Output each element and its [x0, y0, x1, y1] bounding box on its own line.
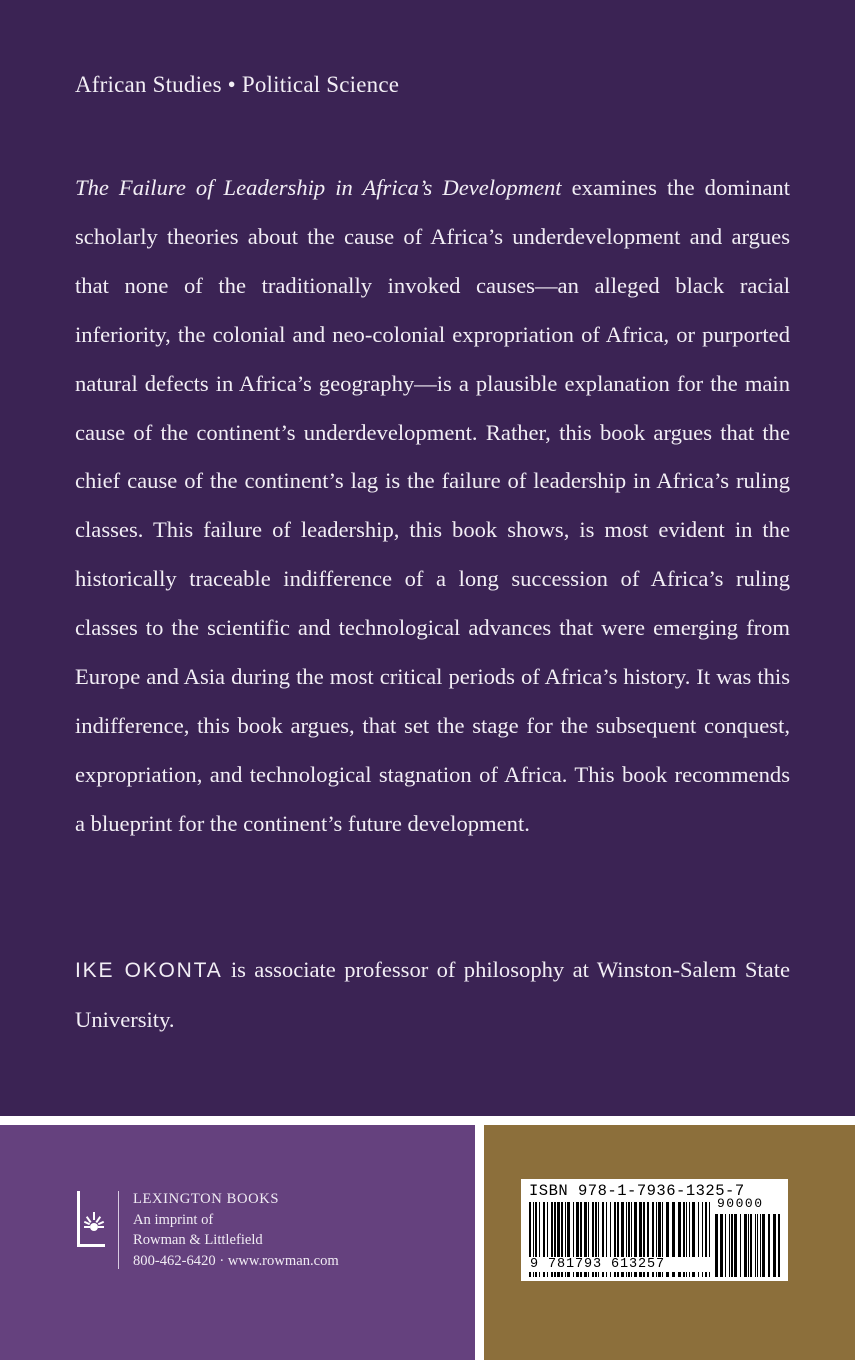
lexington-logo-icon [75, 1191, 107, 1249]
publisher-name: LEXINGTON BOOKS [133, 1191, 280, 1207]
publisher-contact: 800-462-6420 · www.rowman.com [133, 1252, 339, 1269]
isbn-barcode [521, 1179, 788, 1281]
imprint-line: An imprint of [133, 1211, 214, 1228]
book-title: The Failure of Leadership in Africa’s Development [75, 175, 562, 200]
parent-publisher: Rowman & Littlefield [133, 1232, 263, 1248]
addon-barcode-bars [715, 1214, 780, 1277]
author-bio [75, 946, 790, 1045]
barcode-digits: 9 781793 613257 [529, 1257, 712, 1272]
subject-category: African Studies • Political Science [75, 72, 400, 97]
publisher-info [133, 1189, 339, 1271]
publisher-panel [0, 1125, 475, 1360]
description-text: examines the dominant scholarly theories about the cause of Africa’s underdevelopment and argues that none of the traditionally invoked causes—an alleged black racial inferiority, the colonial and neo-colonial expropriation of Africa, or purported natural defects in Africa’s geography—is a plausible explanation for the main cause of the continent’s underdevelopment. Rather, this book argues that the chief cause of the continent’s lag is the failure of leadership in Africa’s ruling classes. This failure of leadership, this book shows, is most evident in the historically traceable indifference of a long succession of Africa’s ruling classes to the scientific and technological advances that were emerging from Europe and Asia during the most critical periods of Africa’s history. It was this indifference, this book argues, that set the stage for the subsequent conquest, expropriation, and technological stagnation of Africa. This book recommends a blueprint for the continent’s future development. [75, 175, 790, 836]
author-bio-text: is associate professor of philosophy at Winston-Salem State University. [75, 957, 790, 1032]
author-name: IKE OKONTA [75, 959, 223, 982]
book-description [75, 164, 790, 849]
barcode-panel [484, 1125, 855, 1360]
horizontal-divider [0, 1116, 855, 1125]
vertical-divider [475, 1125, 484, 1360]
logo-divider [118, 1191, 119, 1269]
isbn-label: ISBN 978-1-7936-1325-7 [529, 1182, 745, 1200]
barcode-addon-number: 90000 [717, 1196, 764, 1211]
